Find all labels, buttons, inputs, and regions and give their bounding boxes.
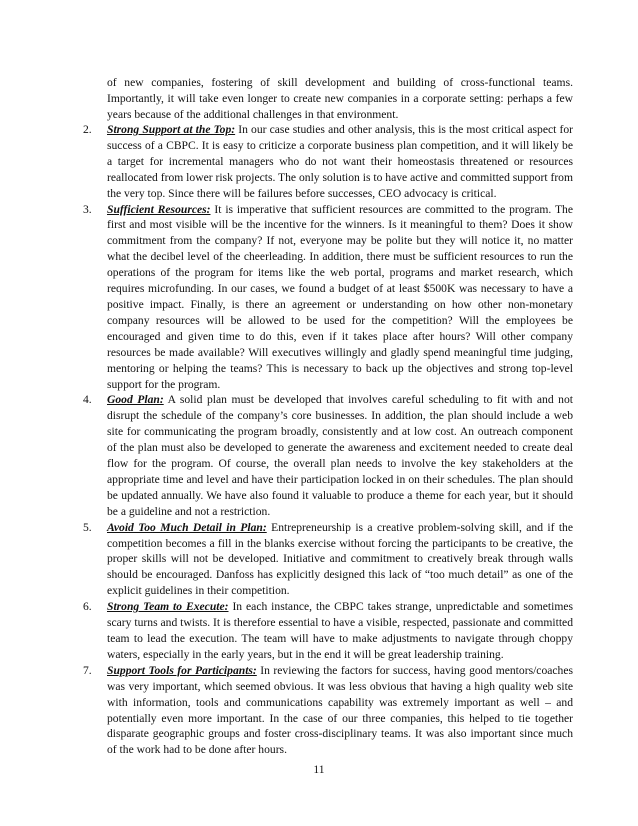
list-item-text: It is imperative that sufficient resources are committed to the program. The first and most visible will be the incentive for the winners. Is it meaningful to them? Does it show commitment from the company? If not, everyone may be polite but they will notice it, no matter what the decibel level of the cheerleading. In addition, there must be sufficient resources to run the operations of the program for items like the web portal, programs and market research, which requires microfunding. In our cases, we found a budget of at least $500K was necessary to have a positive impact. Finally, is there an agreement or understanding on how other non-monetary company resources will be allowed to be used for the competition? Will the employees be encouraged and given time to do this, even if it takes place after hours? Will other company resources be made available? Will executives willingly and gladly spend meaningful time judging, mentoring or helping the teams? This is necessary to back up the objectives and strong top-level support for the program. <box>107 202 573 391</box>
list-item-number: 2. <box>83 123 92 136</box>
list-item-text: In reviewing the factors for success, having good mentors/coaches was very important, which seemed obvious. It was less obvious that having a high quality web site with information, tools and communications capability was extremely important as well – and potentially even more important. In the case of our three companies, this helped to tie together disparate geographic groups and foster cross-disciplinary teams. It was also important since much of the work had to be done after hours. <box>107 663 573 757</box>
list-item <box>83 392 573 519</box>
list-item <box>83 663 573 758</box>
continuation-paragraph: of new companies, fostering of skill development and building of cross-functional teams. Importantly, it will take even longer to create new companies in a corporate setting: perhaps a few years because of the additional challenges in that environment. <box>107 76 573 121</box>
list-item <box>83 520 573 600</box>
list-item-text: A solid plan must be developed that involves careful scheduling to fit with and not disrupt the schedule of the company’s core businesses. In addition, the plan should include a web site for communicating the program broadly, consistently and at low cost. An outreach component of the plan must also be developed to generate the awareness and excitement needed to create deal flow for the program. Of course, the overall plan needs to involve the key stakeholders at the appropriate time and level and have their participation locked in on their schedules. The plan should be updated annually. We have also found it valuable to produce a theme for each year, but it should be a guideline and not a restriction. <box>107 393 573 518</box>
list-item-number: 3. <box>83 202 92 216</box>
page-number: 11 <box>313 763 325 776</box>
list-item-number: 4. <box>83 393 92 407</box>
list-item-text: In each instance, the CBPC takes strange, unpredictable and sometimes scary turns and twists. It is therefore essential to have a visible, respected, passionate and committed team to lead the execution. The team will have to make adjustments to navigate through choppy waters, especially in the early years, but in the end it will be great leadership training. <box>107 600 573 661</box>
list-item-heading: Strong Team to Execute: <box>107 600 229 614</box>
list-item <box>83 122 573 202</box>
list-item-heading: Strong Support at the Top: <box>107 123 236 136</box>
success-factors-list <box>83 122 573 758</box>
list-item-text: Entrepreneurship is a creative problem-solving skill, and if the competition becomes a fill in the blanks exercise without forcing the participants to be creative, the proper skills will not be developed. Initiative and commitment to creatively break through walls should be encouraged. Danfoss has explicitly designed this lack of “too much detail” as one of the explicit guidelines in their competition. <box>107 520 573 598</box>
list-item-number: 7. <box>83 663 92 677</box>
list-item-number: 6. <box>83 600 92 614</box>
list-item-heading: Good Plan: <box>107 393 164 407</box>
list-item <box>83 599 573 663</box>
list-item-heading: Support Tools for Participants: <box>107 663 257 677</box>
list-item <box>83 202 573 393</box>
list-item-text: In our case studies and other analysis, this is the most critical aspect for success of a CBPC. It is easy to criticize a corporate business plan competition, and it will likely be a target for incremental managers who do not want their homeostasis threatened or resources reallocated from lower risk projects. The only solution is to have active and committed support from the very top. Since there will be failures before successes, CEO advocacy is critical. <box>107 123 573 200</box>
list-item-number: 5. <box>83 520 92 534</box>
list-item-heading: Sufficient Resources: <box>107 202 211 216</box>
list-item-heading: Avoid Too Much Detail in Plan: <box>107 520 267 534</box>
